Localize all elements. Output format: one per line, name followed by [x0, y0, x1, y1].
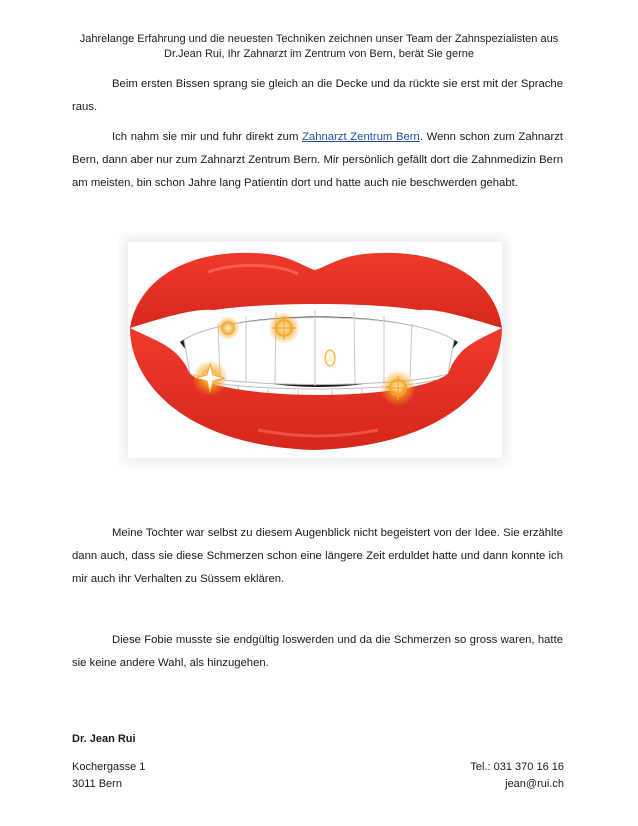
- contact-phone: Tel.: 031 370 16 16: [470, 761, 564, 773]
- sparkle-5: [325, 350, 335, 366]
- paragraph-4: [72, 629, 563, 675]
- page-header: [60, 32, 578, 62]
- paragraph-4-text: Diese Fobie musste sie endgültig loswerden und da die Schmerzen so gross waren, hatte sie keine andere Wahl, als hinzugehen.: [72, 634, 563, 669]
- contact-block: [470, 759, 564, 793]
- paragraph-1-text: Beim ersten Bissen sprang sie gleich an die Decke und da rückte sie erst mit der Sprache raus.: [72, 78, 563, 113]
- sparkle-2: [216, 316, 240, 340]
- contact-email[interactable]: jean@rui.ch: [505, 778, 564, 790]
- header-line-2: Dr.Jean Rui, Ihr Zahnarzt im Zentrum von Bern, berät Sie gerne: [164, 48, 474, 60]
- paragraph-3: [72, 522, 563, 591]
- paragraph-1: [72, 73, 563, 119]
- address-city: 3011 Bern: [72, 778, 122, 790]
- signature-name: Dr. Jean Rui: [72, 733, 136, 745]
- sparkle-1: [268, 312, 300, 344]
- sparkle-3: [192, 360, 228, 396]
- address-block: [72, 759, 145, 793]
- paragraph-2-text-before: Ich nahm sie mir und fuhr direkt zum: [112, 131, 303, 143]
- paragraph-2: [72, 126, 563, 195]
- paragraph-3-text: Meine Tochter war selbst zu diesem Augenblick nicht begeistert von der Idee. Sie erzählte dann auch, dass sie diese Schmerzen schon eine längere Zeit erduldet hatte und dann konnte ich mir auch ihr Verhalten zu Süssem eklären.: [72, 527, 563, 585]
- header-line-1: Jahrelange Erfahrung und die neuesten Techniken zeichnen unser Team der Zahnspezialisten aus: [79, 33, 559, 45]
- zahnarzt-zentrum-bern-link[interactable]: Zahnarzt Zentrum Bern: [302, 131, 420, 143]
- smile-illustration: [118, 232, 512, 468]
- sparkle-4: [380, 370, 416, 406]
- address-street: Kochergasse 1: [72, 761, 146, 773]
- paragraph-2-text-after: . Wenn schon zum Zahnarzt Bern, dann aber nur zum Zahnarzt Zentrum Bern. Mir persönlich gefällt dort die Zahnmedizin Bern am meisten, bin schon Jahre lang Patientin dort und hatte auch nie beschwerden gehabt.: [72, 131, 563, 189]
